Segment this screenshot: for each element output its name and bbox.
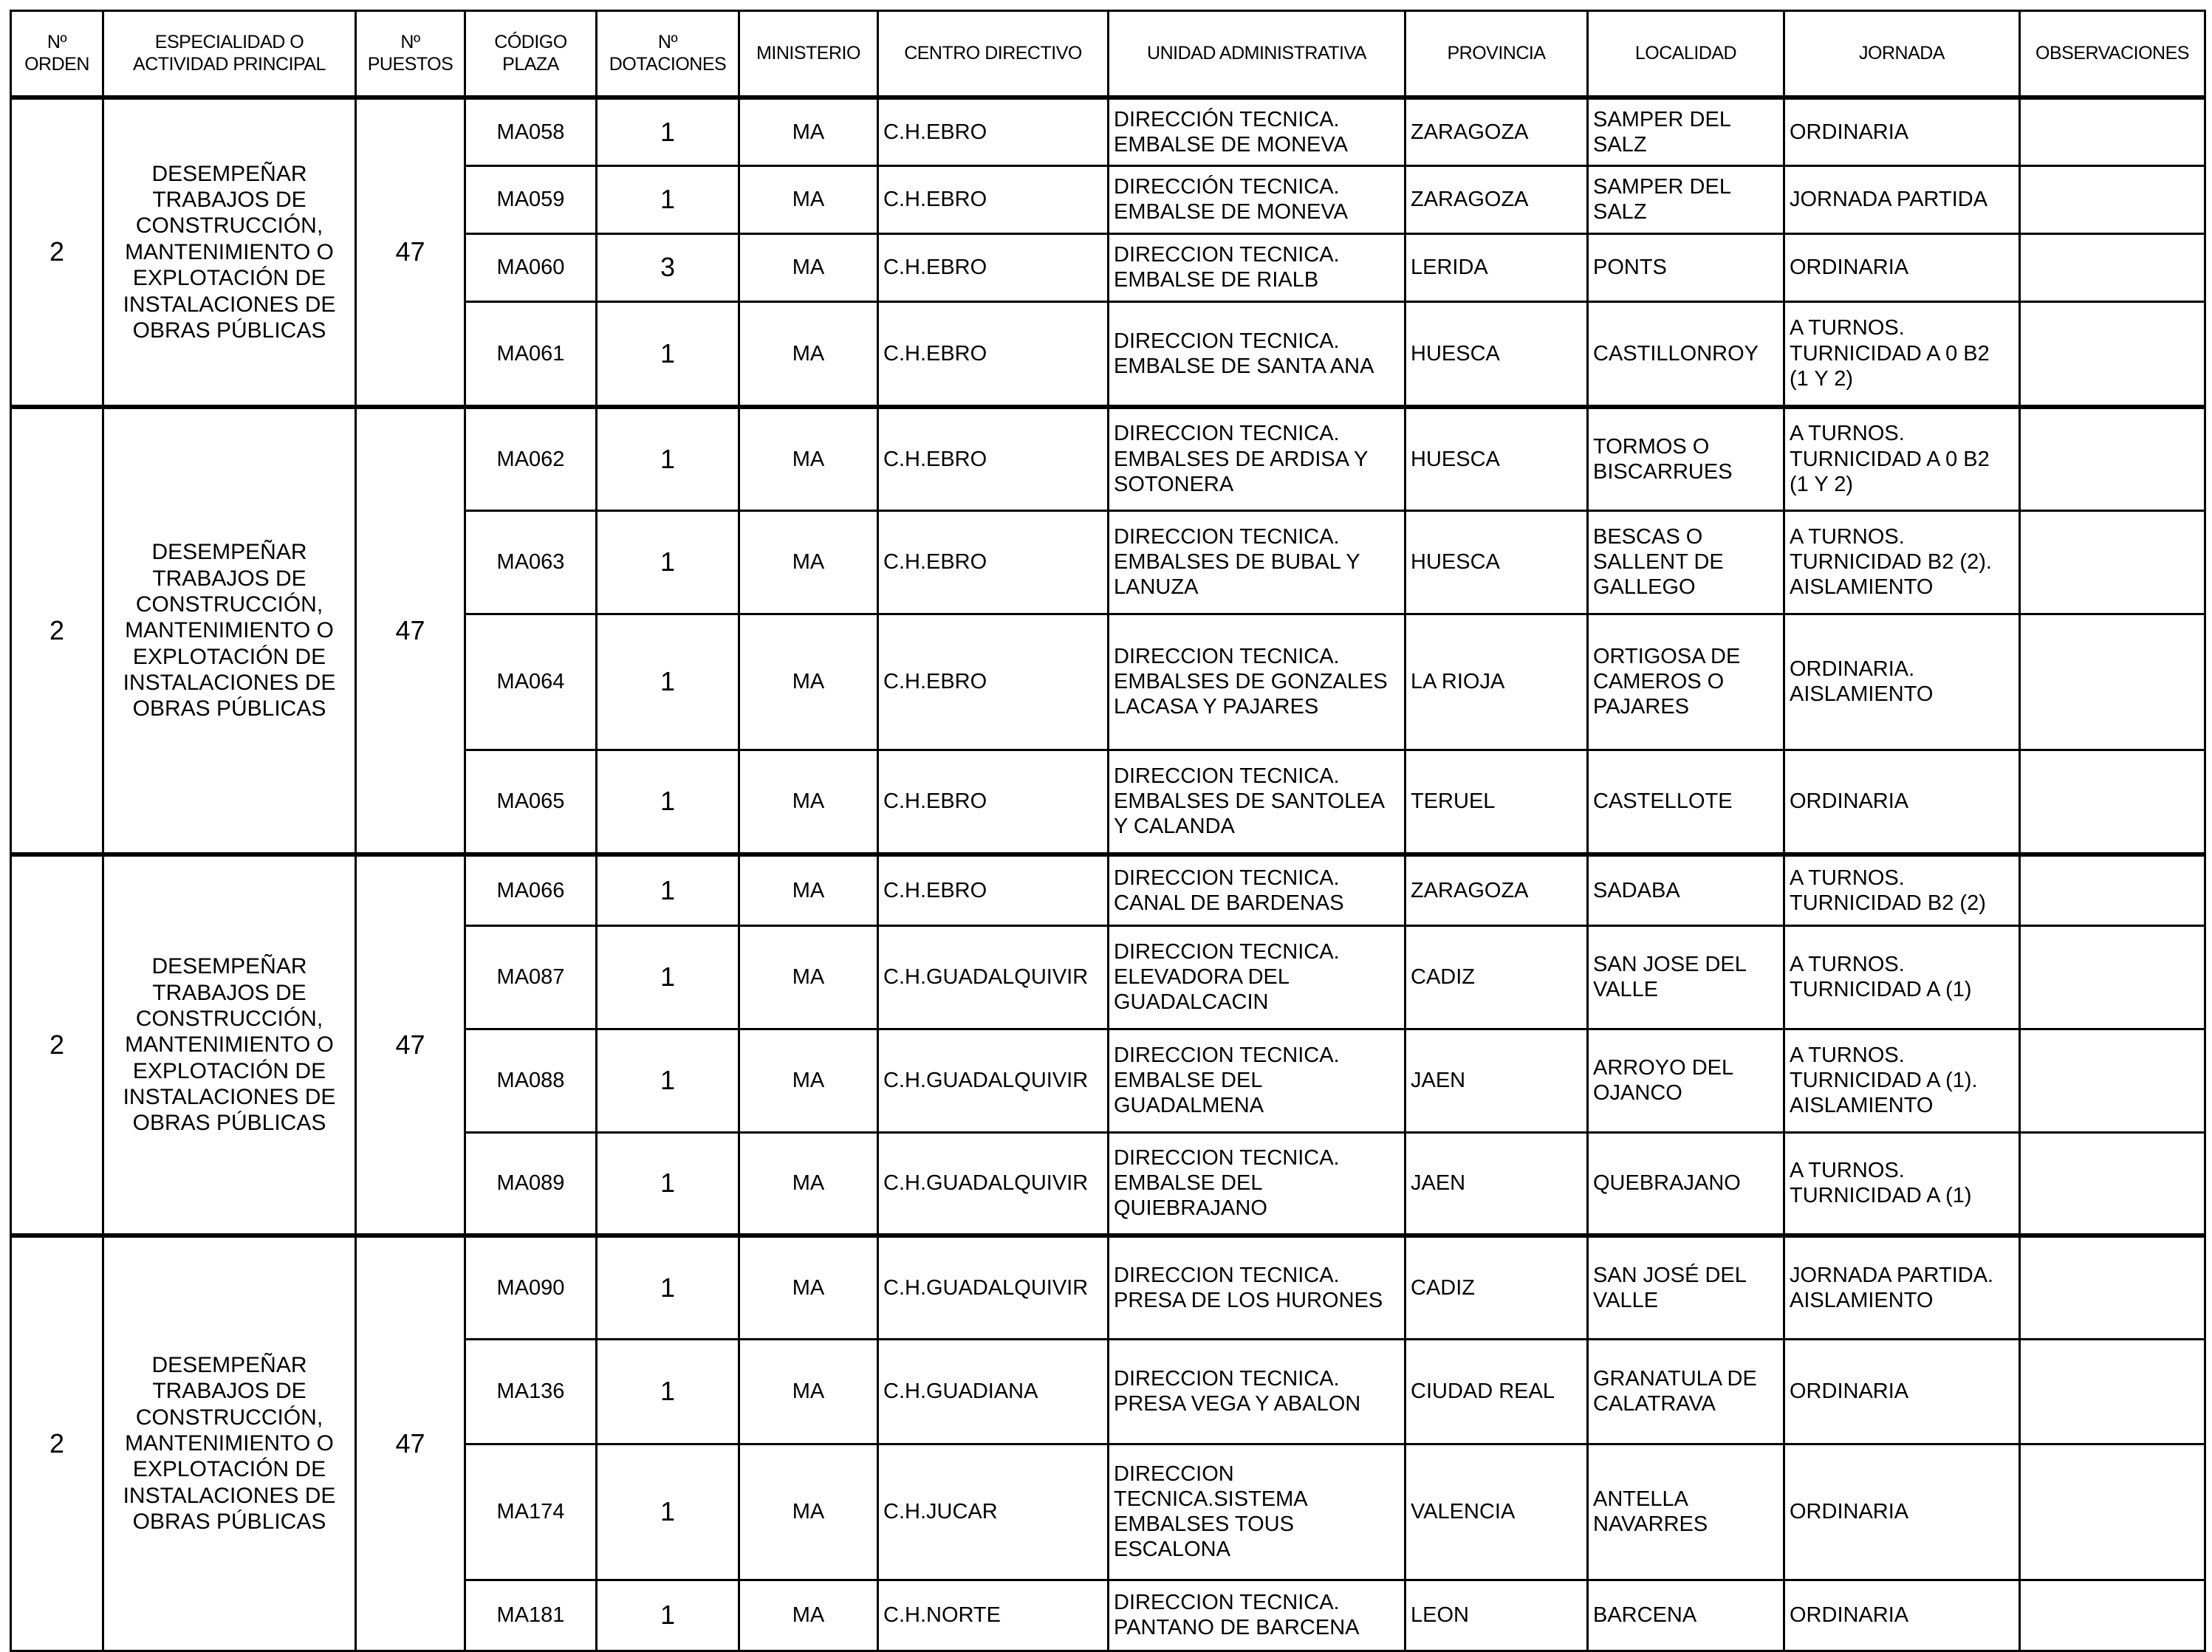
- orden-cell: 2: [11, 97, 103, 407]
- localidad-cell: SADABA: [1588, 854, 1784, 925]
- observaciones-cell: [2020, 233, 2205, 301]
- centro-cell: C.H.GUADALQUIVIR: [878, 1132, 1109, 1235]
- header-centro: CENTRO DIRECTIVO: [878, 11, 1109, 98]
- observaciones-cell: [2020, 1444, 2205, 1580]
- jornada-cell: A TURNOS. TURNICIDAD A (1). AISLAMIENTO: [1784, 1029, 2020, 1132]
- centro-cell: C.H.EBRO: [878, 301, 1109, 407]
- provincia-cell: JAEN: [1405, 1132, 1588, 1235]
- unidad-cell: DIRECCION TECNICA. EMBALSES DE BUBAL Y LANUZA: [1109, 510, 1405, 614]
- provincia-cell: CIUDAD REAL: [1405, 1339, 1588, 1444]
- unidad-cell: DIRECCION TECNICA. EMBALSES DE ARDISA Y SOTONERA: [1109, 407, 1405, 510]
- localidad-cell: ARROYO DEL OJANCO: [1588, 1029, 1784, 1132]
- dotaciones-cell: 1: [597, 1132, 739, 1235]
- dotaciones-cell: 1: [597, 97, 739, 165]
- dotaciones-cell: 3: [597, 233, 739, 301]
- provincia-cell: LEON: [1405, 1580, 1588, 1651]
- dotaciones-cell: 1: [597, 1444, 739, 1580]
- dotaciones-cell: 1: [597, 301, 739, 407]
- especialidad-cell: DESEMPEÑAR TRABAJOS DE CONSTRUCCIÓN, MANTENIMIENTO O EXPLOTACIÓN DE INSTALACIONES DE OBRAS PÚBLICAS: [103, 97, 356, 407]
- header-dotaciones: Nº DOTACIONES: [597, 11, 739, 98]
- localidad-cell: CASTILLONROY: [1588, 301, 1784, 407]
- ministerio-cell: MA: [739, 1132, 878, 1235]
- dotaciones-cell: 1: [597, 165, 739, 233]
- ministerio-cell: MA: [739, 1029, 878, 1132]
- especialidad-cell: DESEMPEÑAR TRABAJOS DE CONSTRUCCIÓN, MANTENIMIENTO O EXPLOTACIÓN DE INSTALACIONES DE OBRAS PÚBLICAS: [103, 407, 356, 854]
- puestos-cell: 47: [356, 97, 465, 407]
- codigo-cell: MA088: [465, 1029, 597, 1132]
- ministerio-cell: MA: [739, 97, 878, 165]
- unidad-cell: DIRECCION TECNICA. EMBALSE DEL GUADALMENA: [1109, 1029, 1405, 1132]
- centro-cell: C.H.EBRO: [878, 233, 1109, 301]
- header-puestos: Nº PUESTOS: [356, 11, 465, 98]
- header-jornada: JORNADA: [1784, 11, 2020, 98]
- table-body: [11, 97, 2205, 1651]
- provincia-cell: LA RIOJA: [1405, 614, 1588, 750]
- provincia-cell: HUESCA: [1405, 407, 1588, 510]
- observaciones-cell: [2020, 407, 2205, 510]
- codigo-cell: MA090: [465, 1235, 597, 1339]
- ministerio-cell: MA: [739, 510, 878, 614]
- jornada-cell: A TURNOS. TURNICIDAD A 0 B2 (1 Y 2): [1784, 407, 2020, 510]
- jornada-cell: JORNADA PARTIDA. AISLAMIENTO: [1784, 1235, 2020, 1339]
- codigo-cell: MA066: [465, 854, 597, 925]
- codigo-cell: MA174: [465, 1444, 597, 1580]
- ministerio-cell: MA: [739, 854, 878, 925]
- provincia-cell: CADIZ: [1405, 925, 1588, 1029]
- codigo-cell: MA089: [465, 1132, 597, 1235]
- unidad-cell: DIRECCION TECNICA. PRESA DE LOS HURONES: [1109, 1235, 1405, 1339]
- dotaciones-cell: 1: [597, 925, 739, 1029]
- codigo-cell: MA059: [465, 165, 597, 233]
- observaciones-cell: [2020, 1029, 2205, 1132]
- header-observaciones: OBSERVACIONES: [2020, 11, 2205, 98]
- observaciones-cell: [2020, 925, 2205, 1029]
- ministerio-cell: MA: [739, 1339, 878, 1444]
- header-localidad: LOCALIDAD: [1588, 11, 1784, 98]
- centro-cell: C.H.NORTE: [878, 1580, 1109, 1651]
- unidad-cell: DIRECCION TECNICA. PANTANO DE BARCENA: [1109, 1580, 1405, 1651]
- centro-cell: C.H.GUADALQUIVIR: [878, 925, 1109, 1029]
- jornada-cell: ORDINARIA: [1784, 1444, 2020, 1580]
- orden-cell: 2: [11, 407, 103, 854]
- especialidad-cell: DESEMPEÑAR TRABAJOS DE CONSTRUCCIÓN, MANTENIMIENTO O EXPLOTACIÓN DE INSTALACIONES DE OBRAS PÚBLICAS: [103, 854, 356, 1235]
- codigo-cell: MA065: [465, 750, 597, 854]
- table-row: [11, 1235, 2205, 1339]
- unidad-cell: DIRECCION TECNICA. EMBALSE DE SANTA ANA: [1109, 301, 1405, 407]
- localidad-cell: SAMPER DEL SALZ: [1588, 97, 1784, 165]
- centro-cell: C.H.EBRO: [878, 614, 1109, 750]
- codigo-cell: MA058: [465, 97, 597, 165]
- dotaciones-cell: 1: [597, 1235, 739, 1339]
- codigo-cell: MA063: [465, 510, 597, 614]
- jornada-cell: ORDINARIA: [1784, 1580, 2020, 1651]
- dotaciones-cell: 1: [597, 1339, 739, 1444]
- observaciones-cell: [2020, 301, 2205, 407]
- header-ministerio: MINISTERIO: [739, 11, 878, 98]
- ministerio-cell: MA: [739, 301, 878, 407]
- observaciones-cell: [2020, 97, 2205, 165]
- ministerio-cell: MA: [739, 165, 878, 233]
- provincia-cell: VALENCIA: [1405, 1444, 1588, 1580]
- jornada-cell: ORDINARIA: [1784, 1339, 2020, 1444]
- provincia-cell: LERIDA: [1405, 233, 1588, 301]
- ministerio-cell: MA: [739, 1580, 878, 1651]
- ministerio-cell: MA: [739, 407, 878, 510]
- ministerio-cell: MA: [739, 925, 878, 1029]
- localidad-cell: SAN JOSE DEL VALLE: [1588, 925, 1784, 1029]
- table-row: [11, 97, 2205, 165]
- observaciones-cell: [2020, 1339, 2205, 1444]
- jornada-cell: A TURNOS. TURNICIDAD B2 (2): [1784, 854, 2020, 925]
- centro-cell: C.H.EBRO: [878, 407, 1109, 510]
- centro-cell: C.H.EBRO: [878, 854, 1109, 925]
- observaciones-cell: [2020, 1580, 2205, 1651]
- localidad-cell: TORMOS O BISCARRUES: [1588, 407, 1784, 510]
- unidad-cell: DIRECCION TECNICA. EMBALSES DE SANTOLEA Y CALANDA: [1109, 750, 1405, 854]
- dotaciones-cell: 1: [597, 510, 739, 614]
- codigo-cell: MA061: [465, 301, 597, 407]
- observaciones-cell: [2020, 510, 2205, 614]
- jornada-cell: A TURNOS. TURNICIDAD B2 (2). AISLAMIENTO: [1784, 510, 2020, 614]
- plazas-table: [10, 10, 2206, 1652]
- dotaciones-cell: 1: [597, 1580, 739, 1651]
- localidad-cell: GRANATULA DE CALATRAVA: [1588, 1339, 1784, 1444]
- unidad-cell: DIRECCION TECNICA. EMBALSES DE GONZALES LACASA Y PAJARES: [1109, 614, 1405, 750]
- header-codigo: CÓDIGO PLAZA: [465, 11, 597, 98]
- jornada-cell: ORDINARIA: [1784, 97, 2020, 165]
- jornada-cell: JORNADA PARTIDA: [1784, 165, 2020, 233]
- ministerio-cell: MA: [739, 750, 878, 854]
- centro-cell: C.H.GUADALQUIVIR: [878, 1029, 1109, 1132]
- table-row: [11, 407, 2205, 510]
- unidad-cell: DIRECCION TECNICA. CANAL DE BARDENAS: [1109, 854, 1405, 925]
- codigo-cell: MA087: [465, 925, 597, 1029]
- unidad-cell: DIRECCIÓN TECNICA. EMBALSE DE MONEVA: [1109, 97, 1405, 165]
- centro-cell: C.H.EBRO: [878, 97, 1109, 165]
- codigo-cell: MA062: [465, 407, 597, 510]
- codigo-cell: MA060: [465, 233, 597, 301]
- header-orden: Nº ORDEN: [11, 11, 103, 98]
- dotaciones-cell: 1: [597, 614, 739, 750]
- ministerio-cell: MA: [739, 1235, 878, 1339]
- provincia-cell: JAEN: [1405, 1029, 1588, 1132]
- provincia-cell: TERUEL: [1405, 750, 1588, 854]
- orden-cell: 2: [11, 854, 103, 1235]
- dotaciones-cell: 1: [597, 854, 739, 925]
- dotaciones-cell: 1: [597, 1029, 739, 1132]
- codigo-cell: MA064: [465, 614, 597, 750]
- puestos-cell: 47: [356, 1235, 465, 1651]
- observaciones-cell: [2020, 750, 2205, 854]
- unidad-cell: DIRECCION TECNICA. EMBALSE DE RIALB: [1109, 233, 1405, 301]
- header-especialidad: ESPECIALIDAD O ACTIVIDAD PRINCIPAL: [103, 11, 356, 98]
- localidad-cell: BESCAS O SALLENT DE GALLEGO: [1588, 510, 1784, 614]
- observaciones-cell: [2020, 854, 2205, 925]
- localidad-cell: ORTIGOSA DE CAMEROS O PAJARES: [1588, 614, 1784, 750]
- centro-cell: C.H.EBRO: [878, 510, 1109, 614]
- codigo-cell: MA136: [465, 1339, 597, 1444]
- jornada-cell: A TURNOS. TURNICIDAD A 0 B2 (1 Y 2): [1784, 301, 2020, 407]
- unidad-cell: DIRECCION TECNICA. ELEVADORA DEL GUADALCACIN: [1109, 925, 1405, 1029]
- ministerio-cell: MA: [739, 1444, 878, 1580]
- unidad-cell: DIRECCIÓN TECNICA. EMBALSE DE MONEVA: [1109, 165, 1405, 233]
- table-row: [11, 854, 2205, 925]
- header-row: [11, 11, 2205, 98]
- localidad-cell: QUEBRAJANO: [1588, 1132, 1784, 1235]
- observaciones-cell: [2020, 165, 2205, 233]
- header-unidad: UNIDAD ADMINISTRATIVA: [1109, 11, 1405, 98]
- orden-cell: 2: [11, 1235, 103, 1651]
- centro-cell: C.H.JUCAR: [878, 1444, 1109, 1580]
- observaciones-cell: [2020, 614, 2205, 750]
- provincia-cell: CADIZ: [1405, 1235, 1588, 1339]
- localidad-cell: SAN JOSÉ DEL VALLE: [1588, 1235, 1784, 1339]
- jornada-cell: ORDINARIA: [1784, 750, 2020, 854]
- jornada-cell: A TURNOS. TURNICIDAD A (1): [1784, 925, 2020, 1029]
- codigo-cell: MA181: [465, 1580, 597, 1651]
- provincia-cell: ZARAGOZA: [1405, 165, 1588, 233]
- localidad-cell: BARCENA: [1588, 1580, 1784, 1651]
- centro-cell: C.H.EBRO: [878, 165, 1109, 233]
- especialidad-cell: DESEMPEÑAR TRABAJOS DE CONSTRUCCIÓN, MANTENIMIENTO O EXPLOTACIÓN DE INSTALACIONES DE OBRAS PÚBLICAS: [103, 1235, 356, 1651]
- ministerio-cell: MA: [739, 233, 878, 301]
- localidad-cell: CASTELLOTE: [1588, 750, 1784, 854]
- unidad-cell: DIRECCION TECNICA. PRESA VEGA Y ABALON: [1109, 1339, 1405, 1444]
- localidad-cell: SAMPER DEL SALZ: [1588, 165, 1784, 233]
- localidad-cell: PONTS: [1588, 233, 1784, 301]
- dotaciones-cell: 1: [597, 750, 739, 854]
- provincia-cell: ZARAGOZA: [1405, 854, 1588, 925]
- centro-cell: C.H.GUADIANA: [878, 1339, 1109, 1444]
- dotaciones-cell: 1: [597, 407, 739, 510]
- localidad-cell: ANTELLA NAVARRES: [1588, 1444, 1784, 1580]
- observaciones-cell: [2020, 1132, 2205, 1235]
- provincia-cell: HUESCA: [1405, 301, 1588, 407]
- provincia-cell: HUESCA: [1405, 510, 1588, 614]
- jornada-cell: A TURNOS. TURNICIDAD A (1): [1784, 1132, 2020, 1235]
- observaciones-cell: [2020, 1235, 2205, 1339]
- unidad-cell: DIRECCION TECNICA. EMBALSE DEL QUIEBRAJANO: [1109, 1132, 1405, 1235]
- header-provincia: PROVINCIA: [1405, 11, 1588, 98]
- centro-cell: C.H.GUADALQUIVIR: [878, 1235, 1109, 1339]
- jornada-cell: ORDINARIA. AISLAMIENTO: [1784, 614, 2020, 750]
- provincia-cell: ZARAGOZA: [1405, 97, 1588, 165]
- centro-cell: C.H.EBRO: [878, 750, 1109, 854]
- jornada-cell: ORDINARIA: [1784, 233, 2020, 301]
- puestos-cell: 47: [356, 407, 465, 854]
- ministerio-cell: MA: [739, 614, 878, 750]
- unidad-cell: DIRECCION TECNICA.SISTEMA EMBALSES TOUS ESCALONA: [1109, 1444, 1405, 1580]
- puestos-cell: 47: [356, 854, 465, 1235]
